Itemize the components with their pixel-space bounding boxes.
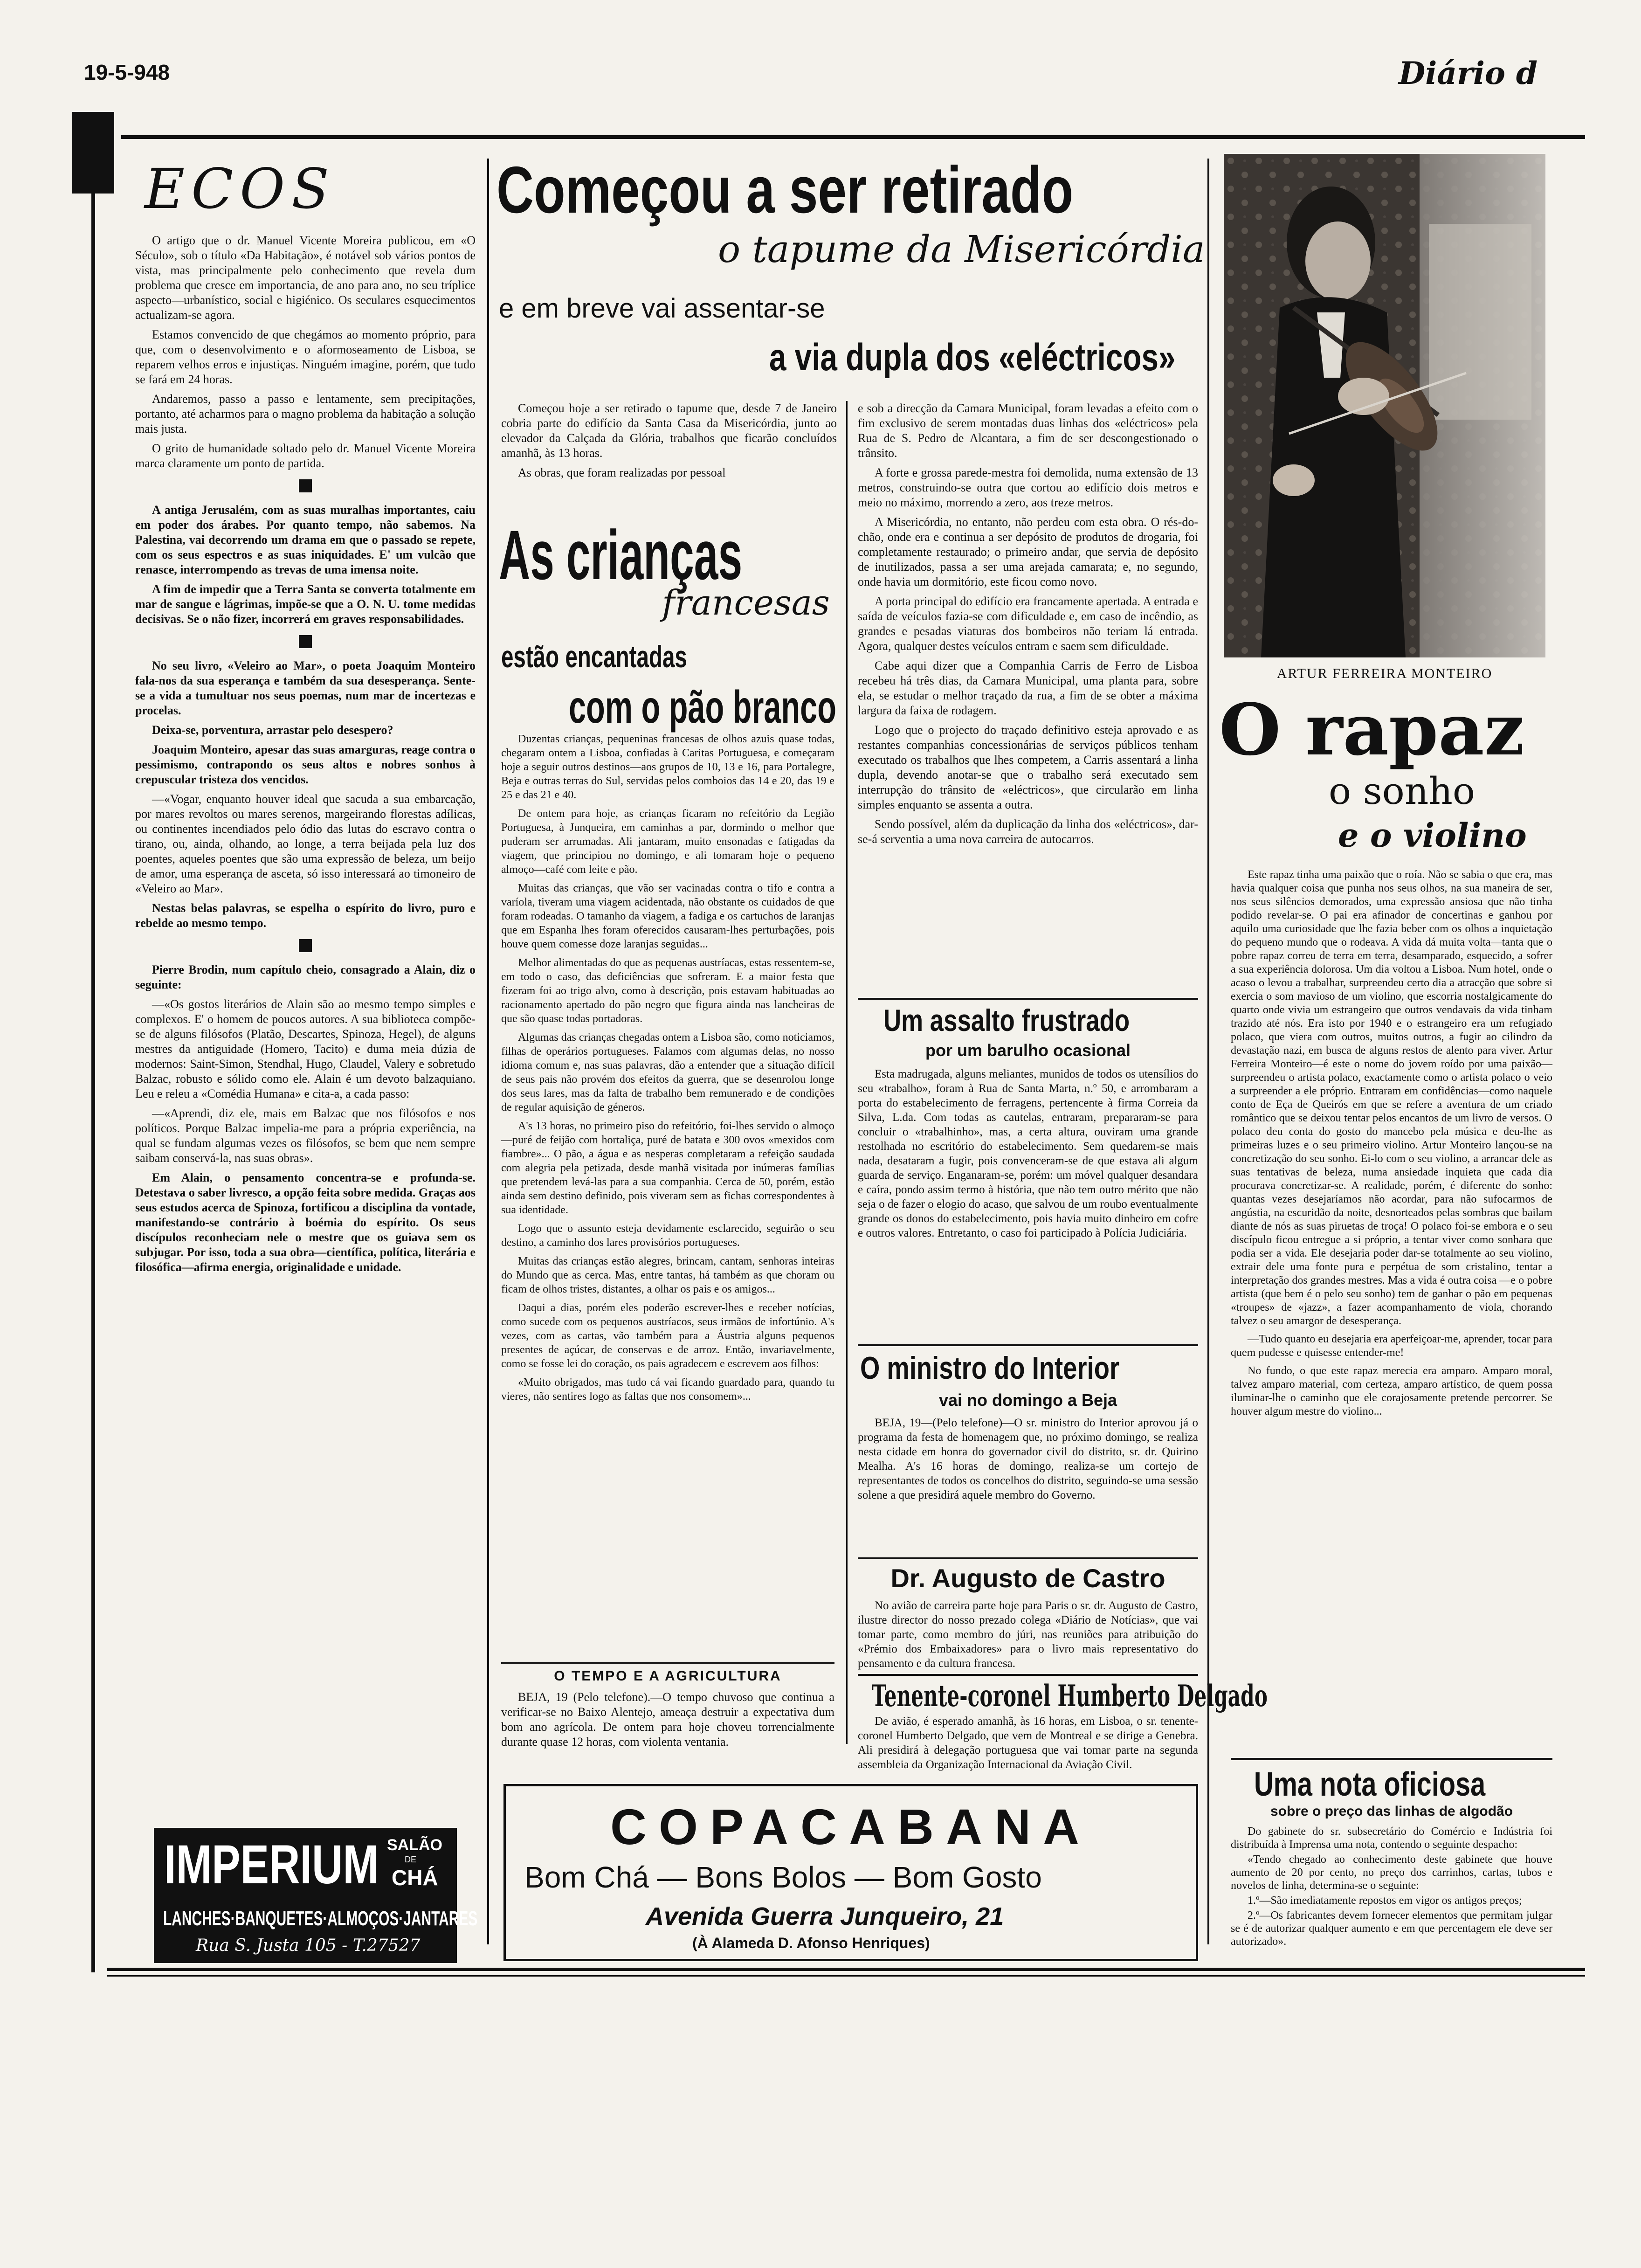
criancas-paragraph: Melhor alimentadas do que as pequenas austríacas, estas ressentem-se, em todo o caso, das deficiências que sofreram. E a maior festa que fizeram foi ao trigo alvo, como à descrição, pois estavam habituadas ao racionamento apertado do pão negro que figura ainda nas lancheiras de que são quase todas portadoras.	[501, 957, 834, 1025]
criancas-paragraph: Algumas das crianças chegadas ontem a Lisboa são, como noticiamos, filhas de operários portugueses. Falamos com algumas delas, no nosso idioma comum e, nas suas palavras, dão a entender que a situação difícil de seus pais não provém dos efeitos da guerra, que se desenrolou longe dos seus lares, mas da falta de trabalho bem remunerado e de condições de regular aquisição de géneros.	[501, 1031, 834, 1113]
section-separator	[299, 479, 312, 492]
oficiosa-paragraph: 1.º—São imediatamente repostos em vigor os antigos preços;	[1248, 1895, 1522, 1907]
castro-rule	[858, 1557, 1198, 1559]
tapume-paragraph: e sob a direcção da Camara Municipal, foram levadas a efeito com o fim exclusivo de serem montadas duas linhas dos «eléctricos» pela Rua de S. Pedro de Alcantara, a fim de ser descongestionado o trânsito.	[858, 401, 1198, 460]
tapume-col-2	[858, 401, 1198, 851]
imperium-ad	[154, 1828, 478, 1963]
ministro-title: O ministro do Interior	[860, 1350, 1120, 1386]
col-rule-2	[1207, 159, 1209, 1944]
castro-text: No avião de carreira parte hoje para Paris o sr. dr. Augusto de Castro, ilustre director do nosso prezado colega «Diário de Notícias», que vai tomar parte, como membro do júri, nas reuniões para atribuição do «Prémio dos Embaixadores» para o livro mais representativo do pensamento e da cultura francesa.	[858, 1599, 1198, 1670]
tapume-deck-2: a via dupla dos «eléctricos»	[769, 336, 1176, 379]
criancas-paragraph: Logo que o assunto esteja devidamente esclarecido, seguirão o seu destino, a caminho dos lares provisórios portugueses.	[501, 1223, 834, 1249]
tapume-paragraph: A Misericórdia, no entanto, não perdeu com esta obra. O rés-do-chão, onde era e continua a ser depósito de produtos de drogaria, foi completamente restaurado; o primeiro andar, que servia de depósito de inutilizados, passa a ser uma arejada camarata; e, no segundo, onde havia um dormitório, este ficou como novo.	[858, 515, 1198, 588]
imperium-address: Rua S. Justa 105 - T.27527	[196, 1936, 421, 1955]
tapume-paragraph: Sendo possível, além da duplicação da linha dos «eléctricos», dar-se-á serventia a uma nova carreira de autocarros.	[858, 817, 1198, 846]
rapaz-paragraph: —Tudo quanto eu desejaria era aperfeiçoar-me, aprender, tocar para quem pudesse e quisesse entender-me!	[1231, 1333, 1552, 1359]
tapume-paragraph: As obras, que foram realizadas por pessoal	[518, 466, 726, 479]
delgado-text: De avião, é esperado amanhã, às 16 horas, em Lisboa, o sr. tenente-coronel Humberto Delgado, que vem de Montreal e se dirige a Genebra. Ali presidirá à delegação portuguesa que vai tomar parte na segunda assembleia da Organização Internacional da Aviação Civil.	[858, 1715, 1198, 1771]
section-separator	[299, 635, 312, 648]
rapaz-paragraph: Este rapaz tinha uma paixão que o roía. Não se sabia o que era, mas havia qualquer coisa que punha nos seus olhos, na sua maneira de ser, nos seus silêncios demorados, uma expressão ansiosa que não tinha podido revelar-se. O pai era afinador de concertinas e ganhou por aquilo uma curiosidade que lhe fazia beber com os olhos a inquietação do pequeno mundo que o rodeava. A vida dá muita volta—tanta que o pobre rapaz correu de terra em terra, desamparado, esquecido, a sofrer a sua experiência dolorosa. Um dia voltou a Lisboa. Num hotel, onde o acaso o levou a trabalhar, surpreendeu certo dia a atracção que sobre si exercia o som mavioso de um violino, que escorria nostalgicamente do quarto onde vivia um estrangeiro que outros vendavais da vida tinham trazido até nós. Era isto por 1940 e o estrangeiro era um refugiado polaco, que viera com outros, muitos outros, a fugir ao cilindro da devastação nazi, em busca de alguns restos de alento para viver. Artur Ferreira Monteiro—é este o nome do jovem roído por uma paixão—surpreendeu o artista polaco, exactamente como o artista polaco o veio a surpreender a ele próprio. Entraram em confidências—como naquele conto de Eça de Queirós em que se refere a aventura de um criado romântico que se deixou tentar pelos encantos de um livro de versos. O polaco deu conta do gosto do mancebo pela música e deu-lhe as primeiras luzes e o seu primeiro violino. Artur Monteiro lançou-se na concretização do seu sonho. Ei-lo com o seu violino, a arrancar dele as suas tentativas de beleza, numa ansiedade inquieta que cada dia procurava concretizar-se. A realidade, porém, é diferente do sonho: quantas vezes desejaríamos não acordar, para não sufocarmos de angústia, na escuridão da noite, desnorteados pelas sombras que bailam diante de nós as suas piruetas de troça! O polaco foi-se embora e o seu discípulo ficou entregue a si próprio, a tentar viver como sonhara que podia ser a vida. Ele desejaria poder dar-se totalmente ao seu violino, extrair dele uma fonte pura e perpétua de som cristalino, tentar a interpretação dos grandes mestres. Mas a vida é outra coisa —e o pobre artista (que bem é o pelo seu sonho) tem de ganhar o pão em pequenas «troupes» de «jazz», a fazer acompanhamento de viola, chorando talvez o seu amargor de desesperança.	[1231, 869, 1552, 1327]
ecos-paragraph: —«Aprendi, diz ele, mais em Balzac que nos filósofos e nos políticos. Porque Balzac impelia-me para a própria experiência, na qual se fundam algumas vezes os filósofos, se bem que nem sempre saibam conservá-la, nas suas obras».	[135, 1106, 476, 1165]
criancas-deck-2: com o pão branco	[569, 681, 836, 733]
ecos-paragraph: Deixa-se, porventura, arrastar pelo desespero?	[152, 723, 393, 737]
copacabana-address: Avenida Guerra Junqueiro, 21	[646, 1902, 1004, 1930]
criancas-paragraph: De ontem para hoje, as crianças ficaram no refeitório da Legião Portuguesa, à Junqueira, em caminhas a par, dormindo o melhor que puderam ser arrumadas. Ali jantaram, muito ensonadas e fatigadas da viagem, que principiou no domingo, e ali tomaram hoje o pequeno almoço—café com leite e pão.	[501, 808, 834, 876]
tempo-rule	[501, 1662, 834, 1664]
photo-caption: ARTUR FERREIRA MONTEIRO	[1276, 666, 1493, 681]
oficiosa-paragraph: «Tendo chegado ao conhecimento deste gabinete que houve aumento de 20 por cento, no preço dos carrinhos, cartas, tubos e novelos de linha, determina-se o seguinte:	[1231, 1853, 1552, 1892]
assalto-subtitle: por um barulho ocasional	[925, 1041, 1131, 1060]
assalto-text: Esta madrugada, alguns meliantes, munidos de todos os utensílios do seu «trabalho», foram à Rua de Santa Marta, n.º 50, e arrombaram a porta do estabelecimento de ferragens, pertencente à firma Correia da Silva, L.da. Com todas as cautelas, entraram, prepararam-se para concluir o «trabalhinho», mas, a certa altura, ouviram uma grande restolhada no escritório do estabelecimento. Sem quedarem-se mais nada, desataram a fugir, pois convenceram-se de que estava ali algum guarda de serviço. Enganaram-se, porém: um móvel qualquer desandara e caíra, pondo assim termo à história, que não tem outro mérito que não seja o de fazer o elogio do acaso, que salvou de um roubo eventualmente grande os donos do estabelecimento, pois havia muito dinheiro em cofre e outros valores. Entretanto, o caso foi participado à Polícia Judiciária.	[858, 1068, 1198, 1239]
delgado-body	[858, 1714, 1198, 1777]
imperium-name: IMPERIUM	[164, 1834, 379, 1895]
criancas-subtitle: francesas	[662, 583, 830, 623]
delgado-title: Tenente-coronel Humberto Delgado	[872, 1679, 1268, 1714]
tempo-title: O TEMPO E A AGRICULTURA	[554, 1668, 782, 1684]
imperium-services: LANCHES·BANQUETES·ALMOÇOS·JANTARES	[163, 1907, 478, 1930]
tapume-col-1	[501, 401, 837, 485]
criancas-paragraph: Muitas das crianças, que vão ser vacinadas contra o tifo e contra a varíola, tiveram uma viagem acidentada, não obstante os cuidados de que foram rodeadas. O tamanho da viagem, a fadiga e os cartuchos de laranjas que em Espanha lhes foram oferecidos causaram-lhes perturbações, pois houve quem comesse doze laranjas seguidas...	[501, 882, 834, 950]
tapume-paragraph: Começou hoje a ser retirado o tapume que, desde 7 de Janeiro cobria parte do edifício da Santa Casa da Misericórdia, junto ao elevador da Calçada da Glória, trabalhos que ficarão concluídos amanhã, às 13 horas.	[501, 401, 837, 460]
criancas-paragraph: A's 13 horas, no primeiro piso do refeitório, foi-lhes servido o almoço—puré de feijão com hortaliça, puré de batata e 300 ovos «mexidos com fiambre»... O pão, a água e as nesperas completaram a refeição saudada com alegria pela petizada, desde manhã visitada por inúmeras famílias que pretendem levá-las para a sua companhia. Cerca de 50, porém, estão ainda sem destino definido, pois viveram sem as fichas correspondentes à sua identidade.	[501, 1120, 834, 1216]
page-date: 19-5-948	[84, 60, 170, 84]
imperium-salao: SALÃO	[387, 1836, 442, 1854]
rapaz-body	[1231, 868, 1552, 1423]
oficiosa-title: Uma nota oficiosa	[1254, 1766, 1486, 1803]
rapaz-subtitle-1: o sonho	[1329, 769, 1476, 813]
oficiosa-rule	[1231, 1758, 1552, 1760]
ecos-paragraph: O artigo que o dr. Manuel Vicente Moreira publicou, em «O Século», sob o título «Da Habitação», é notável sob vários pontos de vista, mas principalmente pelo conhecimento que revela dum problema que cresce em importancia, de ano para ano, no seu tríplice aspecto—urbanístico, social e higiénico. Os seculares esquecimentos actualizam-se agora.	[135, 234, 476, 322]
ministro-body	[858, 1416, 1198, 1507]
imperium-de: DE	[405, 1855, 417, 1864]
oficiosa-subtitle: sobre o preço das linhas de algodão	[1270, 1804, 1513, 1819]
ecos-paragraph: No seu livro, «Veleiro ao Mar», o poeta Joaquim Monteiro fala-nos da sua esperança e também da sua desesperança. Sente-se a vida a tumultuar nos seus poemas, num mar de incertezas e procelas.	[135, 659, 476, 717]
ministro-rule	[858, 1344, 1198, 1346]
ecos-paragraph: Em Alain, o pensamento concentra-se e profunda-se. Detestava o saber livresco, a opção feita sobre medida. Graças aos seus estudos acerca de Spinoza, fortificou a disciplina da vontade, manifestando-se contrário à boémia do espírito. Os seus discípulos reconheciam nele o mestre que os guiava sem os subjugar. Por isso, toda a sua obra—científica, política, literária e filosófica—afirma energia, originalidade e unidade.	[135, 1171, 476, 1274]
ministro-subtitle: vai no domingo a Beja	[938, 1390, 1117, 1410]
ecos-paragraph: Estamos convencido de que chegámos ao momento próprio, para que, com o desenvolvimento e o aformoseamento de Lisboa, se reparem velhos erros e injustiças. Ninguém imagine, porém, que tudo se fará em 24 horas.	[135, 328, 476, 386]
copacabana-ad	[503, 1784, 1198, 1961]
inner-col-rule	[846, 401, 848, 1744]
oficiosa-paragraph: Do gabinete do sr. subsecretário do Comércio e Indústria foi distribuída à Imprensa uma nota, contendo o seguinte despacho:	[1231, 1825, 1552, 1851]
criancas-body	[501, 732, 834, 1408]
ecos-paragraph: O grito de humanidade soltado pelo dr. Manuel Vicente Moreira marca claramente um ponto de partida.	[135, 442, 476, 470]
ecos-paragraph: A antiga Jerusalém, com as suas muralhas importantes, caiu em poder dos árabes. Por quanto tempo, não sabemos. Na Palestina, vai decorrendo um drama em que o passado se repete, com os seus espectros e as suas iniquidades. E' um vulcão que renasce, interrompendo as trevas de uma imensa noite.	[135, 503, 476, 576]
ministro-text: BEJA, 19—(Pelo telefone)—O sr. ministro do Interior aprovou já o programa da festa de homenagem que, no próximo domingo, se realiza nesta cidade em honra do governador civil do distrito, sr. dr. Quirino Mealha. A's 16 horas de domingo, realiza-se um cortejo de representantes de todos os concelhos do distrito, seguindo-se uma sessão solene a que presidirá aquele membro do Governo.	[858, 1417, 1198, 1501]
assalto-rule	[858, 998, 1198, 1000]
tempo-text: BEJA, 19 (Pelo telefone).—O tempo chuvoso que continua a verificar-se no Baixo Alentejo, ameaça destruir a expectativa dum bom ano agrícola. De ontem para hoje choveu torrencialmente durante quase 12 horas, com violenta ventania.	[501, 1690, 834, 1749]
left-border	[91, 140, 95, 1972]
ecos-paragraph: Pierre Brodin, num capítulo cheio, consagrado a Alain, diz o seguinte:	[135, 963, 476, 991]
criancas-paragraph: Muitas das crianças estão alegres, brincam, cantam, senhoras inteiras do Mundo que as cerca. Mas, entre tantas, há também as que choram ou ficam de olhos tristes, distantes, a olhar os pais e os amigos...	[501, 1255, 834, 1295]
ecos-paragraph: —«Os gostos literários de Alain são ao mesmo tempo simples e complexos. E' o homem de poucos autores. A sua biblioteca compõe-se de alguns filósofos (Platão, Descartes, Spinoza, Hegel), de alguns mestres da antiguidade (Homero, Tacito) e duma meia dúzia de modernos: Saint-Simon, Stendhal, Hugo, Claudel, Valery e sobretudo Balzac, robusto e sólido como ele. Alain é um devoto balzaquiano. Leu e releu a «Comédia Humana» e cita-a, a cada passo:	[135, 997, 476, 1100]
tapume-title: Começou a ser retirado	[496, 153, 1074, 227]
tempo-body	[501, 1690, 834, 1754]
ecos-paragraph: —«Vogar, enquanto houver ideal que sacuda a sua embarcação, por mares revoltos ou mares serenos, margeirando florestas adílicas, ou continentes incendiados pelo ódio das lutas do escravo contra o tirano, ou, ainda, olhando, ao longe, a terra beijada pela luz dos poentes, aqueles poentes que são uma expressão de beleza, um beijo de amor, uma esperança de asceta, só isso interessará ao timoneiro de «Veleiro ao Mar».	[135, 792, 476, 895]
ecos-title: ECOS	[145, 157, 336, 221]
oficiosa-paragraph: 2.º—Os fabricantes devem fornecer elementos que permitam julgar se é de autorizar qualquer aumento e em que percentagem ele deve ser autorizado».	[1231, 1909, 1552, 1948]
ecos-paragraph: A fim de impedir que a Terra Santa se converta totalmente em mar de sangue e lágrimas, impõe-se que a O. N. U. tome medidas decisivas. Se o não fizer, incorrerá em graves responsabilidades.	[135, 582, 476, 626]
ecos-paragraph: Andaremos, passo a passo e lentamente, sem precipitações, portanto, até acharmos para o magno problema da habitação a solução mais justa.	[135, 392, 476, 436]
tapume-paragraph: Cabe aqui dizer que a Companhia Carris de Ferro de Lisboa recebeu há três dias, da Camara Municipal, uma planta para, sobre ela, se estudar o melhor traçado da rua, a fim de se obter a máxima largura da faixa de rodagem.	[858, 659, 1198, 717]
bottom-rule	[107, 1968, 1585, 1971]
copacabana-note: (À Alameda D. Afonso Henriques)	[692, 1935, 930, 1951]
copacabana-name: COPACABANA	[610, 1798, 1091, 1855]
rapaz-subtitle-2: e o violino	[1338, 816, 1527, 855]
assalto-title: Um assalto frustrado	[883, 1003, 1130, 1037]
section-separator	[299, 939, 312, 952]
delgado-rule	[858, 1674, 1198, 1676]
tapume-paragraph: Logo que o projecto do traçado definitivo esteja aprovado e as restantes companhias concessionárias de serviços públicos tenham executado os trabalhos que lhes competem, a Carris assentará a linha dupla, devendo anotar-se que o trabalho será executado sem interrupção do trânsito de «eléctricos», que circularão em linha simples enquanto se assenta a outra.	[858, 723, 1198, 811]
assalto-body	[858, 1067, 1198, 1245]
tapume-subtitle: o tapume da Misericórdia	[718, 228, 1205, 271]
copacabana-tagline: Bom Chá — Bons Bolos — Bom Gosto	[524, 1860, 1042, 1894]
tapume-paragraph: A porta principal do edifício era francamente apertada. A entrada e saída de veículos fazia-se com dificuldade e, em caso de incêndio, as grandes e pesadas viaturas dos bombeiros não teriam lá entrada. Agora, qualquer destes veículos entram e saem sem dificuldade.	[858, 595, 1198, 653]
ecos-column	[135, 159, 476, 1279]
top-rule	[121, 135, 1585, 139]
masthead: Diário d	[1399, 55, 1538, 91]
criancas-title: As crianças	[499, 516, 743, 594]
rapaz-paragraph: No fundo, o que este rapaz merecia era amparo. Amparo moral, talvez amparo material, com certeza, amparo artístico, de quem possa iluminar-lhe o caminho que ele corajosamente pretende percorrer. Se houver algum mestre do violino...	[1231, 1365, 1552, 1418]
rapaz-title: O rapaz	[1219, 688, 1524, 771]
criancas-deck-1: estão encantadas	[501, 639, 687, 674]
criancas-paragraph: «Muito obrigados, mas tudo cá vai ficando guardado para, quando tu vieres, não sentires logo as faltas que nos consomem»...	[501, 1376, 834, 1403]
oficiosa-body	[1231, 1825, 1552, 1950]
tapume-deck-1: e em breve vai assentar-se	[499, 293, 825, 324]
violinist-photo	[1224, 154, 1545, 657]
criancas-paragraph: Duzentas crianças, pequeninas francesas de olhos azuis quase todas, chegaram ontem a Lisboa, confiadas à Caritas Portuguesa, e começaram hoje a seguir outros destinos—aos grupos de 10, 13 e 16, para Portalegre, Beja e outras terras do Sul, servidas pelos comboios das 14 e 20, das 19 e 25 e das 21 e 40.	[501, 733, 834, 801]
ecos-paragraph: Joaquim Monteiro, apesar das suas amarguras, reage contra o pessimismo, contrapondo os seus altos e nobres sonhos à crepuscular tristeza dos vencidos.	[135, 743, 476, 786]
ecos-paragraph: Nestas belas palavras, se espelha o espírito do livro, puro e rebelde ao mesmo tempo.	[135, 901, 476, 930]
castro-body	[858, 1598, 1198, 1675]
col-rule-1	[487, 159, 489, 1944]
bottom-rule-2	[107, 1975, 1585, 1977]
tapume-paragraph: A forte e grossa parede-mestra foi demolida, numa extensão de 13 metros, construindo-se outra que cortou ao edifício dois metros e meio no máximo, morrendo a zero, aos treze metros.	[858, 466, 1198, 509]
castro-title: Dr. Augusto de Castro	[890, 1563, 1165, 1593]
imperium-cha: CHÁ	[392, 1866, 438, 1890]
criancas-paragraph: Daqui a dias, porém eles poderão escrever-lhes e receber notícias, como sucede com os pequenos austríacos, seus irmãos de infortúnio. A's vezes, com as cartas, vão também para a Áustria alguns pequenos presentes de açúcar, de conservas e de arroz. Então, invariavelmente, como se fosse lei do coração, os pais agradecem e escrevem aos filhos:	[501, 1302, 834, 1370]
